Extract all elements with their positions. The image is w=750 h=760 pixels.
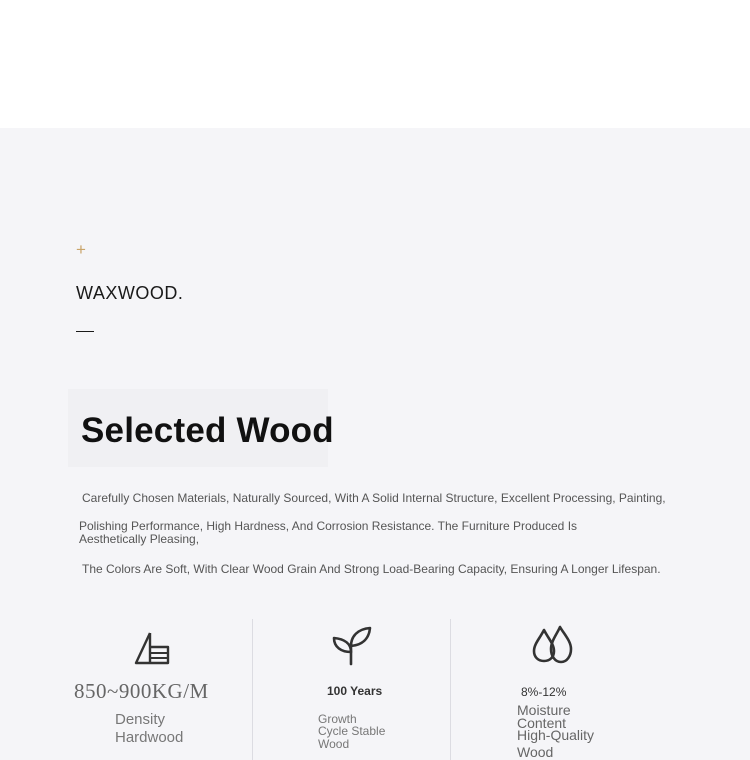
- moisture-label-3: High-Quality: [517, 727, 595, 743]
- moisture-value: 8%-12%: [521, 685, 567, 699]
- brand-underline: [76, 331, 94, 332]
- plus-icon: +: [76, 240, 86, 259]
- feature-divider: [252, 619, 253, 760]
- description-line-3: The Colors Are Soft, With Clear Wood Grain And Strong Load-Bearing Capacity, Ensuring A Longer Lifespan.: [82, 562, 661, 576]
- growth-label-1: Growth: [318, 712, 357, 726]
- moisture-label-4: Wood: [517, 744, 554, 760]
- density-label-1: Density: [115, 711, 166, 728]
- growth-value: 100 Years: [327, 684, 383, 698]
- growth-label-2: Cycle Stable: [318, 724, 386, 738]
- moisture-label-1: Moisture: [517, 702, 571, 718]
- water-drops-icon: [530, 624, 574, 671]
- feature-divider: [450, 619, 451, 760]
- section-title: Selected Wood: [81, 411, 334, 450]
- moisture-label-2: Content: [517, 715, 567, 731]
- growth-label-3: Wood: [318, 737, 350, 751]
- sprout-icon: [330, 624, 372, 671]
- description-line-2: Polishing Performance, High Hardness, And Corrosion Resistance. The Furniture Produced Is Aesthetically Pleasing,: [79, 519, 578, 546]
- density-value: 850~900KG/M: [74, 679, 209, 703]
- density-label-2: Hardwood: [115, 729, 184, 746]
- top-blank-band: [0, 0, 750, 128]
- brand-name: WAXWOOD.: [76, 283, 184, 303]
- density-icon: [132, 630, 172, 671]
- description-line-1: Carefully Chosen Materials, Naturally Sourced, With A Solid Internal Structure, Excellent Processing, Painting,: [82, 491, 666, 505]
